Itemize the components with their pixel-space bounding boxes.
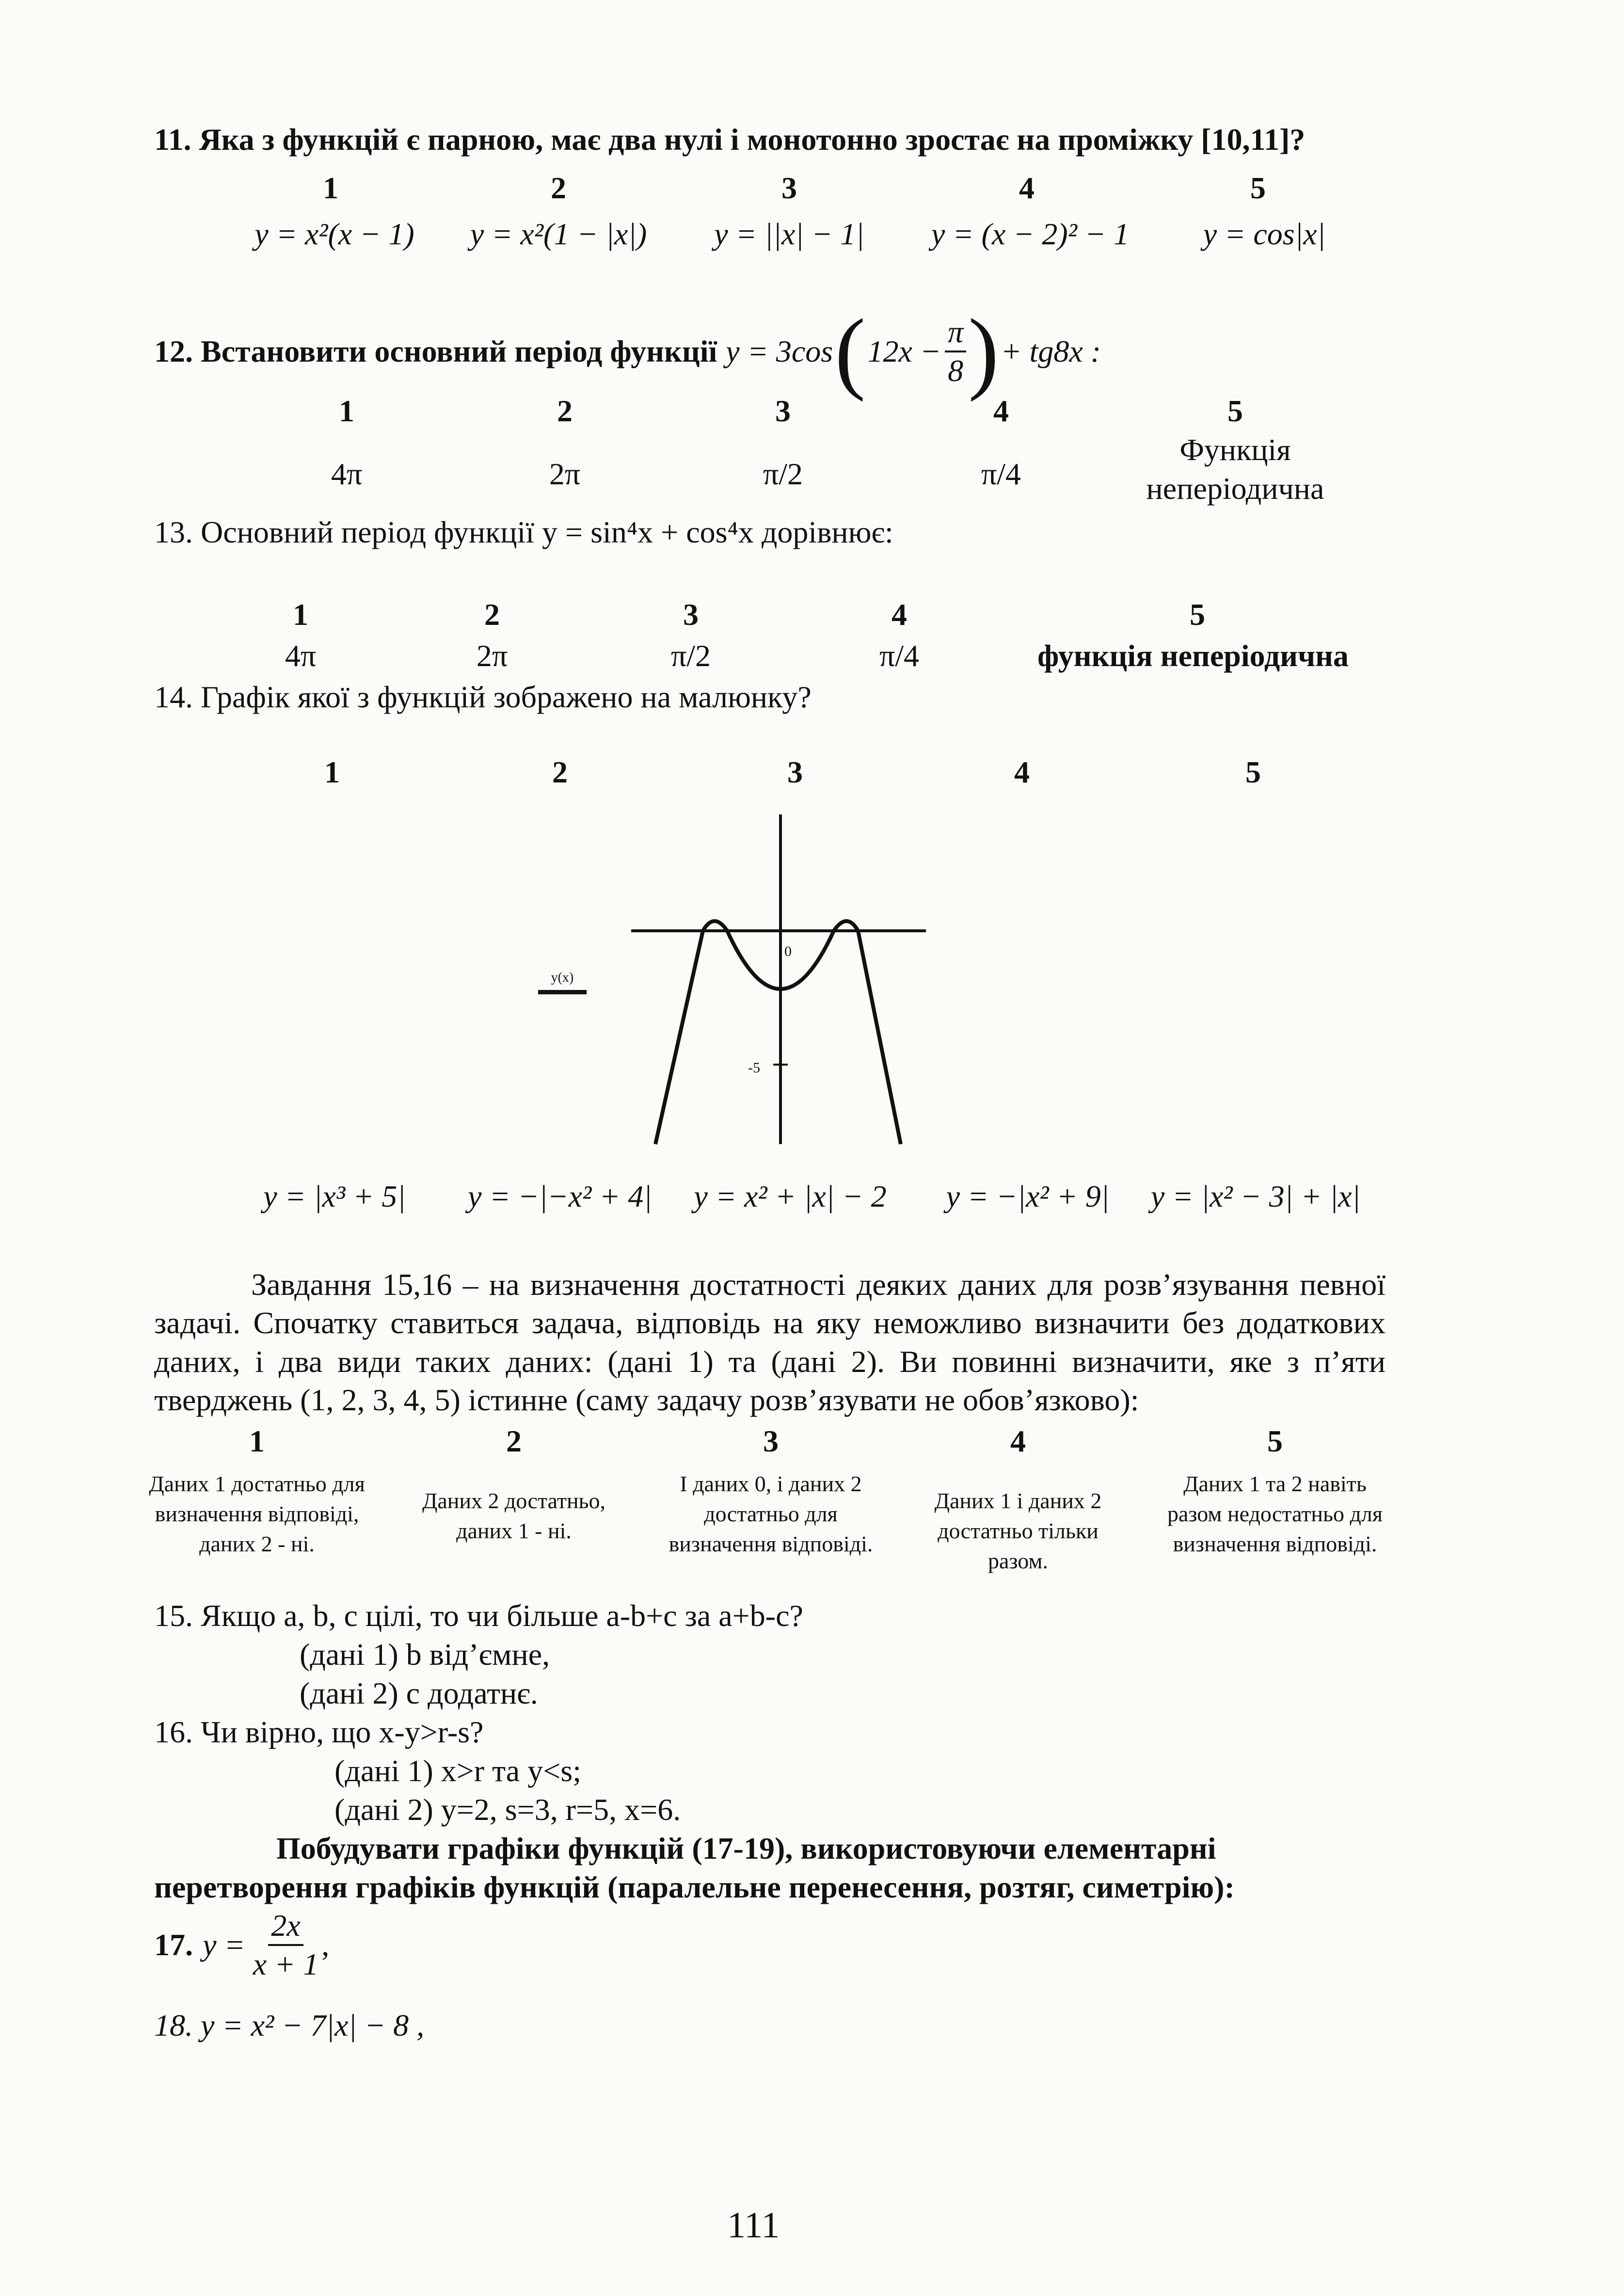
q17-lhs: y = [203, 1927, 245, 1962]
q12-pi: π [945, 317, 966, 352]
q13-option-4: π/4 [879, 638, 920, 673]
q14-option-4: y = −|x² + 9| [946, 1179, 1110, 1213]
q17-num: 2x [268, 1910, 303, 1946]
q12-f-inner: 12x − [867, 334, 941, 368]
q13-option-2: 2π [476, 638, 508, 673]
q15-title: 15. Якщо a, b, c цілі, то чи більше a-b+c за a+b-c? [154, 1598, 803, 1633]
q12-option-4: π/4 [981, 457, 1021, 491]
q17 [154, 1910, 329, 1980]
q14-label-3: 3 [787, 755, 803, 789]
page-number: 111 [727, 2205, 780, 2246]
instr-label-3: 3 [763, 1424, 779, 1458]
instr-cell-3: І даних 0, і даних 2 достатньо для визначення відповіді. [669, 1471, 873, 1557]
instr-cell-2: Даних 2 достатньо, даних 1 - ні. [422, 1488, 606, 1544]
q12-option-5b: неперіодична [1146, 471, 1324, 506]
q15-data2: (дані 2) c додатнє. [300, 1676, 538, 1710]
q17-label: 17. [154, 1927, 193, 1962]
q14-label-4: 4 [1014, 755, 1030, 789]
q16-title: 16. Чи вірно, що x-y>r-s? [154, 1715, 484, 1749]
graph-curve [655, 921, 901, 1144]
section-heading-1: Побудувати графіки функцій (17-19), використовуючи елементарні [276, 1831, 1216, 1866]
q11-option-1: y = x²(x − 1) [255, 217, 414, 251]
q12-den: 8 [948, 353, 964, 388]
q12-option-2: 2π [549, 457, 581, 491]
q12-option-1: 4π [331, 457, 363, 491]
q12-option-3: π/2 [763, 457, 803, 491]
q11-label-4: 4 [1019, 171, 1035, 205]
q12-f-prefix: y = 3cos [726, 334, 833, 368]
scan-artifact [538, 970, 587, 994]
q17-tail: , [321, 1927, 330, 1962]
q11-title: 11. Яка з функцій є парною, має два нулі і монотонно зростає на проміжку [10,11]? [154, 122, 1306, 157]
q12-label-5: 5 [1227, 394, 1243, 428]
instructions-text: Завдання 15,16 – на визначення достатності деяких даних для розв’язування певної задачі. Спочатку ставиться задача, відповідь на яку неможливо визначити без додаткових даних, і два види таких даних: (дані 1) та (дані 2). Ви повинні визначити, яке з п’яти тверджень (1, 2, 3, 4, 5) істинне (саму задачу розв’язувати не обов’язково): [154, 1267, 1385, 1418]
q12-option-5a: Функція [1179, 432, 1291, 467]
q14-label-1: 1 [324, 755, 340, 789]
q16-data1: (дані 1) x>r та y<s; [334, 1754, 581, 1788]
q11-label-1: 1 [323, 171, 338, 205]
q12-label-3: 3 [775, 394, 791, 428]
instr-label-1: 1 [249, 1424, 265, 1458]
graph-y-label: -5 [748, 1060, 760, 1076]
scan-artifact-bar [538, 990, 587, 994]
instr-label-4: 4 [1010, 1424, 1026, 1458]
q16-data2: (дані 2) y=2, s=3, r=5, x=6. [334, 1792, 681, 1827]
q14-title: 14. Графік якої з функцій зображено на малюнку? [154, 680, 812, 714]
q14-option-2: y = −|−x² + 4| [468, 1179, 652, 1213]
q12-fraction [945, 317, 966, 386]
q12-paren-left: ( [835, 301, 866, 402]
instr-label-5: 5 [1267, 1424, 1283, 1458]
q11-label-2: 2 [551, 171, 566, 205]
q12-label-2: 2 [557, 394, 573, 428]
instr-label-2: 2 [506, 1424, 522, 1458]
q17-den: x + 1 [253, 1947, 319, 1981]
q12-lead: 12. Встановити основний період функції [154, 334, 717, 368]
q13-label-5: 5 [1190, 597, 1205, 632]
instr-cell-1: Даних 1 достатньо для визначення відповіді, даних 2 - ні. [149, 1471, 365, 1557]
q14-label-5: 5 [1245, 755, 1261, 789]
q11-label-5: 5 [1250, 171, 1266, 205]
q12-label-4: 4 [993, 394, 1009, 428]
q11-option-4: y = (x − 2)² − 1 [931, 217, 1130, 251]
q13-option-3: π/2 [670, 638, 711, 673]
q14-label-2: 2 [552, 755, 568, 789]
q13-label-1: 1 [293, 597, 308, 632]
q11-option-2: y = x²(1 − |x|) [470, 217, 647, 251]
q12-question [154, 301, 1101, 402]
q13-label-2: 2 [484, 597, 500, 632]
q13-option-1: 4π [285, 638, 317, 673]
q14-graph [625, 805, 936, 1154]
q13-option-5: функція неперіодична [1037, 638, 1349, 673]
q14-option-3: y = x² + |x| − 2 [694, 1179, 887, 1213]
instr-cell-4: Даних 1 і даних 2 достатньо тільки разом. [934, 1488, 1102, 1574]
q11-option-3: y = ||x| − 1| [714, 217, 864, 251]
instr-cell-5: Даних 1 та 2 навіть разом недостатньо для визначення відповіді. [1167, 1471, 1383, 1557]
q13-label-4: 4 [892, 597, 907, 632]
q12-label-1: 1 [339, 394, 354, 428]
q13-title: 13. Основний період функції y = sin⁴x + cos⁴x дорівнює: [154, 515, 893, 549]
q11-label-3: 3 [781, 171, 797, 205]
q12-f-suffix: + tg8x : [1001, 334, 1101, 368]
q14-option-5: y = |x² − 3| + |x| [1150, 1179, 1361, 1213]
q17-fraction [250, 1910, 322, 1980]
scan-artifact-label: y(x) [551, 970, 574, 985]
q18: 18. y = x² − 7|x| − 8 , [154, 2008, 425, 2042]
q11-option-5: y = cos|x| [1203, 217, 1326, 251]
section-heading-2: перетворення графіків функцій (паралельне перенесення, розтяг, симетрію): [154, 1870, 1235, 1904]
graph-origin-label: 0 [784, 943, 792, 959]
q13-label-3: 3 [683, 597, 699, 632]
q15-data1: (дані 1) b від’ємне, [300, 1637, 550, 1672]
q12-paren-right: ) [968, 301, 999, 402]
q14-option-1: y = |x³ + 5| [263, 1179, 406, 1213]
